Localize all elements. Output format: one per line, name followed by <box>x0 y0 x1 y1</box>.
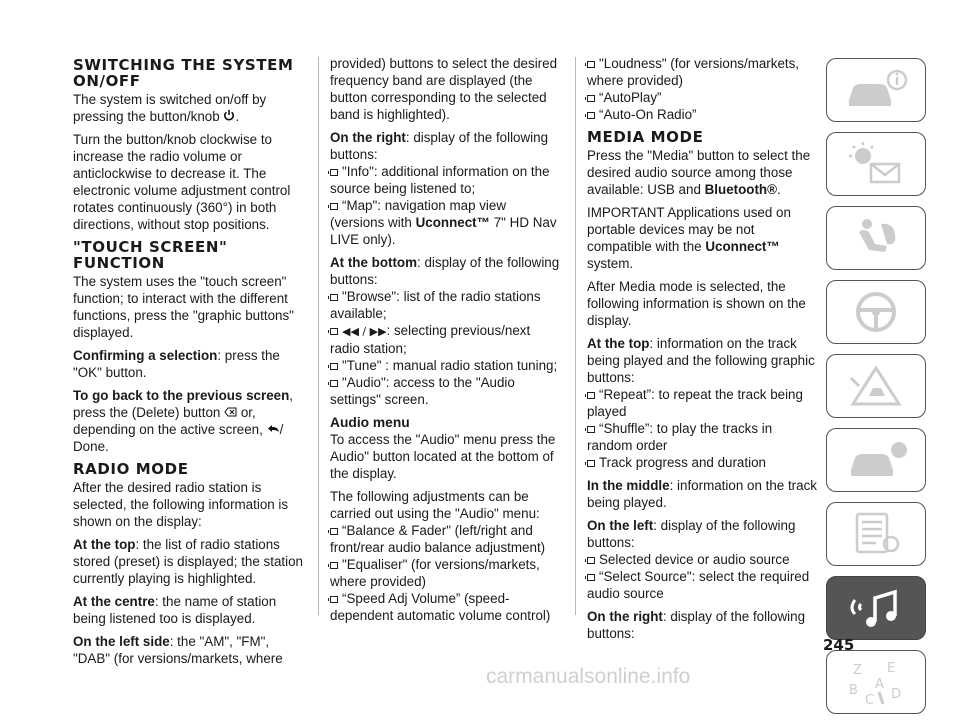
bullet-icon <box>587 460 595 467</box>
list-item: “Speed Adj Volume” (speed-dependent automatic volume control) <box>330 591 551 623</box>
bullet-icon <box>330 528 338 535</box>
list-item: “Select Source": select the required audio source <box>587 569 810 601</box>
list-item: "Loudness" (for versions/markets, where provided) <box>587 56 800 88</box>
paragraph: At the top: the list of radio stations stored (preset) is displayed; the station currently playing is highlighted. <box>73 537 303 586</box>
paragraph: Confirming a selection: press the "OK" button. <box>73 348 280 380</box>
paragraph: On the left: display of the following buttons: <box>587 518 796 550</box>
tab-airbag-seat[interactable] <box>826 206 926 270</box>
tab-technical-data[interactable] <box>826 502 926 566</box>
column-divider <box>575 57 576 615</box>
list-item: ◀◀ / ▶▶: selecting previous/next radio station; <box>330 323 531 356</box>
paragraph: The system uses the "touch screen" function; to interact with the different functions, press the "graphic buttons" displayed. <box>73 274 294 340</box>
bullet-icon <box>587 61 595 68</box>
tab-car-info[interactable] <box>826 58 926 122</box>
list-item: “Repeat”: to repeat the track being played <box>587 387 803 419</box>
paragraph: In the middle: information on the track being played. <box>587 478 817 510</box>
page-number: 245 <box>823 636 855 654</box>
paragraph: On the right: display of the following buttons: <box>330 130 549 162</box>
svg-text:D: D <box>891 687 902 702</box>
prev-next-icon: ◀◀ / ▶▶ <box>342 325 387 338</box>
technical-data-icon <box>841 510 911 558</box>
svg-text:B: B <box>849 683 858 698</box>
column-divider <box>318 57 319 615</box>
tab-multimedia[interactable] <box>826 576 926 640</box>
tab-car-service[interactable] <box>826 428 926 492</box>
paragraph: At the centre: the name of station being listened too is displayed. <box>73 594 277 626</box>
paragraph: provided) buttons to select the desired frequency band are displayed (the button corresponding to the selected band is highlighted). <box>330 56 558 122</box>
bullet-icon <box>330 328 338 335</box>
list-item: “Balance & Fader" (left/right and front/rear audio balance adjustment) <box>330 523 546 555</box>
svg-text:Z: Z <box>853 663 862 678</box>
svg-text:C: C <box>865 693 875 706</box>
list-item: "Info": additional information on the source being listened to; <box>330 164 550 196</box>
bullet-icon <box>587 392 595 399</box>
airbag-seat-icon <box>841 214 911 262</box>
emergency-triangle-icon <box>841 362 911 410</box>
svg-text:A: A <box>875 677 884 692</box>
paragraph: To access the "Audio" menu press the Audio" button located at the bottom of the display. <box>330 432 556 481</box>
multimedia-icon <box>841 584 911 632</box>
power-knob-icon <box>223 109 235 124</box>
section-tabs <box>826 58 926 724</box>
list-item: Track progress and duration <box>587 454 819 471</box>
paragraph: To go back to the previous screen, press the (Delete) button or, depending on the active screen, / Done. <box>73 388 294 454</box>
heading-switching: SWITCHING THE SYSTEM ON/OFF <box>73 56 294 90</box>
bullet-icon <box>330 596 338 603</box>
warning-lights-icon <box>841 140 911 188</box>
watermark: carmanualsonline.info <box>486 665 691 688</box>
paragraph: Press the "Media" button to select the desired audio source among those available: USB and Bluetooth®. <box>587 148 811 197</box>
alphabetical-index-icon <box>841 658 911 706</box>
tab-steering-wheel[interactable] <box>826 280 926 344</box>
car-service-icon <box>841 436 911 484</box>
bullet-icon <box>330 562 338 569</box>
bullet-icon <box>330 294 338 301</box>
heading-media-mode: MEDIA MODE <box>587 128 704 146</box>
list-item: "Tune" : manual radio station tuning; <box>330 357 562 374</box>
bullet-icon <box>587 557 595 564</box>
list-item: "Browse": list of the radio stations available; <box>330 289 541 321</box>
car-info-icon <box>841 66 911 114</box>
list-item: Selected device or audio source <box>587 551 819 568</box>
paragraph: The following adjustments can be carried out using the "Audio" menu: <box>330 489 540 521</box>
bullet-icon <box>330 169 338 176</box>
bullet-icon <box>587 112 595 119</box>
bullet-icon <box>587 95 595 102</box>
list-item: “Map": navigation map view (versions with Uconnect™ 7" HD Nav LIVE only). <box>330 198 557 247</box>
bullet-icon <box>587 574 595 581</box>
delete-key-icon <box>224 405 237 420</box>
tab-alphabetical-index[interactable] <box>826 650 926 714</box>
paragraph: At the bottom: display of the following buttons: <box>330 255 560 287</box>
bullet-icon <box>330 380 338 387</box>
paragraph: Turn the button/knob clockwise to increase the radio volume or anticlockwise to decrease it. The electronic volume adjustment control rotates continuously (360°) in both directions, without stop positions. <box>73 132 291 232</box>
back-arrow-icon <box>267 422 280 437</box>
paragraph: At the top: information on the track being played and the following graphic buttons: <box>587 336 815 385</box>
steering-wheel-icon <box>841 288 911 336</box>
paragraph: After Media mode is selected, the following information is shown on the display. <box>587 279 806 328</box>
heading-radio-mode: RADIO MODE <box>73 460 189 478</box>
column-3 <box>587 55 819 648</box>
paragraph: On the left side: the "AM", "FM", "DAB" (for versions/markets, where <box>73 634 283 666</box>
tab-warning-lights[interactable] <box>826 132 926 196</box>
list-item: “AutoPlay” <box>587 89 819 106</box>
column-2 <box>330 55 562 624</box>
bullet-icon <box>330 363 338 370</box>
bullet-icon <box>587 426 595 433</box>
tab-emergency[interactable] <box>826 354 926 418</box>
paragraph: After the desired radio station is selected, the following information is shown on the display: <box>73 480 289 529</box>
bullet-icon <box>330 203 338 210</box>
heading-touch-screen: "TOUCH SCREEN" FUNCTION <box>73 238 228 272</box>
list-item: “Auto-On Radio” <box>587 106 819 123</box>
paragraph: The system is switched on/off by pressing the button/knob . <box>73 92 267 124</box>
heading-audio-menu: Audio menu <box>330 415 410 430</box>
paragraph: On the right: display of the following buttons: <box>587 609 806 641</box>
column-1 <box>73 55 305 673</box>
list-item: “Shuffle”: to play the tracks in random order <box>587 421 773 453</box>
list-item: "Equaliser" (for versions/markets, where provided) <box>330 557 540 589</box>
svg-text:E: E <box>887 661 896 676</box>
paragraph: IMPORTANT Applications used on portable devices may be not compatible with the Uconnect™ system. <box>587 205 791 271</box>
list-item: "Audio": access to the "Audio settings" screen. <box>330 375 515 407</box>
